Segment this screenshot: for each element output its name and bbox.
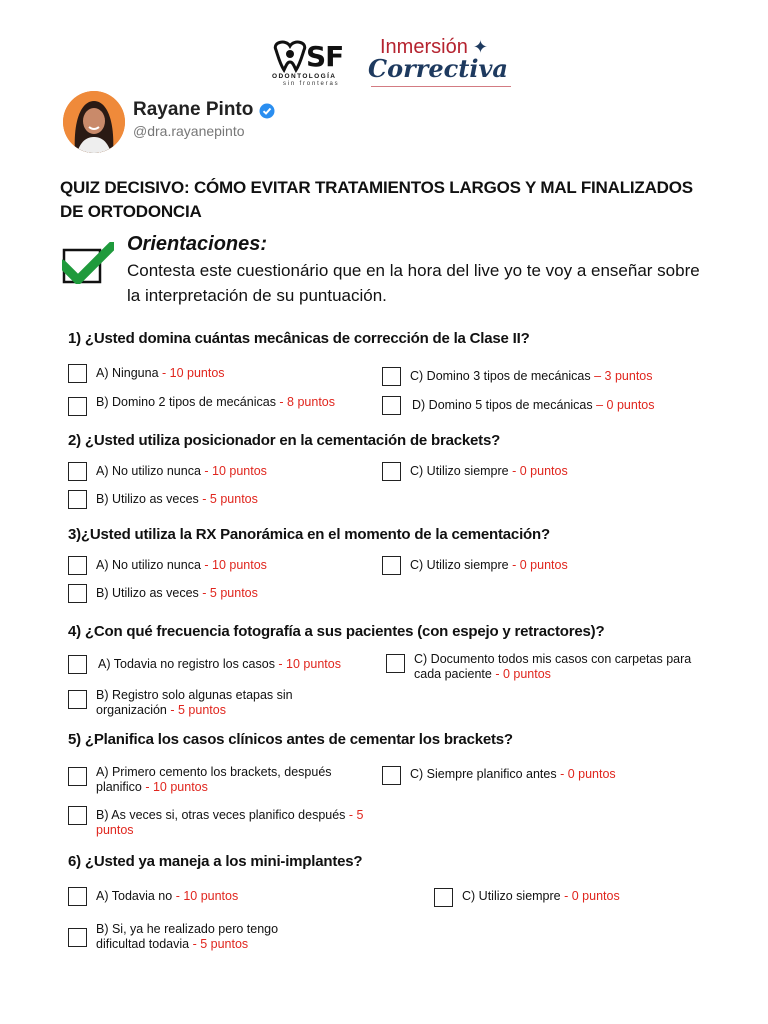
checkbox-q1-b[interactable]	[68, 397, 87, 416]
checkbox-q2-b[interactable]	[68, 490, 87, 509]
option-q3-a: A) No utilizo nunca - 10 puntos	[96, 558, 267, 572]
author-handle: @dra.rayanepinto	[133, 123, 245, 139]
option-q4-c: C) Documento todos mis casos con carpetas para cada paciente - 0 puntos	[414, 652, 692, 681]
option-q4-a: A) Todavia no registro los casos - 10 puntos	[98, 657, 341, 671]
osf-logo-mark: SF	[306, 40, 344, 73]
checkbox-q4-b[interactable]	[68, 690, 87, 709]
question-2: 2) ¿Usted utiliza posicionador en la cementación de brackets?	[68, 432, 501, 449]
option-q6-a: A) Todavia no - 10 puntos	[96, 889, 239, 903]
orientaciones-heading: Orientaciones:	[127, 233, 268, 255]
option-q1-a: A) Ninguna - 10 puntos	[96, 366, 225, 380]
sparkle-icon: ✦	[467, 37, 488, 57]
checkbox-q4-c[interactable]	[386, 654, 405, 673]
verified-badge-icon	[259, 103, 275, 119]
option-q5-c: C) Siempre planifico antes - 0 puntos	[410, 767, 616, 781]
option-q3-c: C) Utilizo siempre - 0 puntos	[410, 558, 568, 572]
checkbox-q5-a[interactable]	[68, 767, 87, 786]
inmersion-logo-line1: Inmersión ✦	[380, 36, 488, 58]
checkbox-q3-c[interactable]	[382, 556, 401, 575]
checkbox-q3-a[interactable]	[68, 556, 87, 575]
question-4: 4) ¿Con qué frecuencia fotografía a sus pacientes (con espejo y retractores)?	[68, 623, 605, 640]
question-3: 3)¿Usted utiliza la RX Panorámica en el momento de la cementación?	[68, 526, 550, 543]
checkbox-q1-d[interactable]	[382, 396, 401, 415]
orientaciones-text: Contesta este cuestionário que en la hora del live yo te voy a enseñar sobre la interpretación de su puntuación.	[127, 261, 700, 305]
option-q6-c: C) Utilizo siempre - 0 puntos	[462, 889, 620, 903]
option-q5-a: A) Primero cemento los brackets, después planifico - 10 puntos	[96, 765, 332, 794]
option-q1-b: B) Domino 2 tipos de mecánicas - 8 puntos	[96, 395, 336, 409]
checkbox-q6-a[interactable]	[68, 887, 87, 906]
option-q6-b: B) Si, ya he realizado pero tengo dificultad todavia - 5 puntos	[96, 922, 279, 951]
checkbox-q2-a[interactable]	[68, 462, 87, 481]
option-q2-a: A) No utilizo nunca - 10 puntos	[96, 464, 267, 478]
option-q1-d: D) Domino 5 tipos de mecánicas – 0 puntos	[412, 398, 655, 412]
checkbox-q6-b[interactable]	[68, 928, 87, 947]
inmersion-logo-line2: Correctiva	[368, 54, 508, 83]
option-q2-c: C) Utilizo siempre - 0 puntos	[410, 464, 568, 478]
checkbox-q4-a[interactable]	[68, 655, 87, 674]
author-name: Rayane Pinto	[133, 99, 254, 120]
option-q5-b: B) As veces si, otras veces planifico después - 5 puntos	[96, 808, 364, 837]
option-q3-b: B) Utilizo as veces - 5 puntos	[96, 586, 258, 600]
osf-logo-line1: ODONTOLOGÍA	[272, 73, 337, 80]
checkbox-q1-c[interactable]	[382, 367, 401, 386]
osf-logo-line2: sin fronteras	[283, 81, 340, 87]
avatar	[63, 91, 125, 153]
checkbox-q6-c[interactable]	[434, 888, 453, 907]
checkbox-q2-c[interactable]	[382, 462, 401, 481]
checkbox-q5-c[interactable]	[382, 766, 401, 785]
question-6: 6) ¿Usted ya maneja a los mini-implantes?	[68, 853, 363, 870]
question-1: 1) ¿Usted domina cuántas mecânicas de corrección de la Clase II?	[68, 330, 530, 347]
page-title: QUIZ DECISIVO: CÓMO EVITAR TRATAMIENTOS LARGOS Y MAL FINALIZADOS DE ORTODONCIA	[60, 178, 693, 221]
checkbox-q5-b[interactable]	[68, 806, 87, 825]
option-q1-c: C) Domino 3 tipos de mecánicas – 3 puntos	[410, 369, 653, 383]
checkmark-icon	[62, 242, 114, 284]
option-q4-b: B) Registro solo algunas etapas sin organización - 5 puntos	[96, 688, 293, 717]
logo-underline	[371, 86, 511, 87]
checkbox-q1-a[interactable]	[68, 364, 87, 383]
question-5: 5) ¿Planifica los casos clínicos antes de cementar los brackets?	[68, 731, 513, 748]
checkbox-q3-b[interactable]	[68, 584, 87, 603]
option-q2-b: B) Utilizo as veces - 5 puntos	[96, 492, 258, 506]
